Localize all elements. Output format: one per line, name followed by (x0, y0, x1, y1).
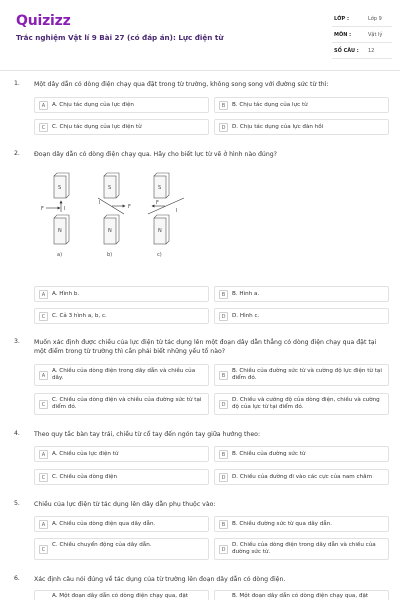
option-letter: D (219, 312, 228, 321)
option-text: C. Chịu tác dụng của lực điện từ (52, 124, 142, 130)
option-a[interactable] (34, 516, 209, 532)
option-text: A. Chiều của dòng điện qua dây dẫn. (52, 521, 156, 527)
option-letter: B (219, 101, 228, 110)
option-a[interactable] (34, 364, 209, 386)
option-letter: B (219, 450, 228, 459)
option-text: A. Chiều của dòng điện trong dây dẫn và chiều của dây. (52, 368, 196, 381)
meta-value: Vật lý (368, 32, 383, 38)
option-letter: A (39, 450, 48, 459)
option-text: A. Chịu tác dụng của lực điện (52, 102, 134, 108)
page-header (0, 0, 400, 66)
meta-key: SỐ CÂU : (334, 48, 359, 54)
pole-label: S (108, 185, 112, 191)
option-letter: D (219, 545, 228, 554)
question-text: Xác định câu nói đúng về tác dụng của từ trường lên đoạn dây dẫn có dòng điện. (34, 576, 286, 583)
figure-svg (34, 168, 204, 260)
figure-b (98, 173, 131, 258)
force-label: F (128, 204, 131, 210)
option-d[interactable] (214, 308, 389, 324)
option-text: D. Hình c. (232, 313, 260, 319)
option-a[interactable] (34, 286, 209, 302)
option-letter: D (219, 473, 228, 482)
option-c[interactable] (34, 393, 209, 415)
question-number: 6. (14, 575, 20, 582)
option-letter: D (219, 123, 228, 132)
option-text: B. Hình a. (232, 291, 260, 297)
force-label: F (156, 200, 159, 206)
option-text: C. Cả 3 hình a, b, c. (52, 313, 107, 319)
option-text: D. Chịu tác dụng của lực đàn hồi (232, 124, 324, 130)
pole-label: N (158, 228, 162, 234)
option-c[interactable] (34, 119, 209, 135)
current-label: I (176, 208, 178, 214)
option-b[interactable] (214, 516, 389, 532)
option-letter: C (39, 400, 48, 409)
option-a[interactable] (34, 97, 209, 113)
option-c[interactable] (34, 308, 209, 324)
question-text: Theo quy tắc bàn tay trái, chiều từ cổ tay đến ngón tay giữa hướng theo: (34, 431, 261, 438)
force-label: F (41, 206, 44, 212)
option-letter: C (39, 312, 48, 321)
option-text: B. Chịu tác dụng của lực từ (232, 102, 308, 108)
current-label: I (99, 200, 101, 206)
meta-row-count (332, 44, 392, 59)
option-letter: B (219, 520, 228, 529)
option-a[interactable] (34, 590, 209, 600)
option-text: A. Hình b. (52, 291, 80, 297)
question-text: Đoạn dây dẫn có dòng điện chạy qua. Hãy cho biết lực từ vẽ ở hình nào đúng? (34, 151, 277, 158)
option-text: D. Chiều của đường đi vào các cực của nam châm (232, 474, 373, 480)
figure-caption: a) (57, 252, 63, 258)
meta-key: MÔN : (334, 32, 352, 38)
meta-row-class (332, 12, 392, 27)
question-text: Một dây dẫn có dòng điện chạy qua đặt trong từ trường, không song song với đường sức từ thì: (34, 81, 329, 88)
question-text: Muốn xác định được chiều của lực điện từ tác dụng lên một đoạn dây dẫn thẳng có dòng điện chạy qua đặt tại một điểm trong từ trường thì cần phải biết những yếu tố nào? (34, 339, 377, 355)
header-divider (0, 70, 400, 71)
figure-caption: b) (107, 252, 113, 258)
option-letter: C (39, 473, 48, 482)
option-text: A. Một đoạn dây dẫn có dòng điện chạy qua, đặt (52, 593, 188, 599)
option-d[interactable] (214, 538, 389, 560)
option-b[interactable] (214, 590, 389, 600)
option-letter: A (39, 290, 48, 299)
quizizz-logo: Quizizz (16, 13, 71, 29)
option-letter: A (39, 101, 48, 110)
option-d[interactable] (214, 393, 389, 415)
current-label: I (64, 206, 66, 212)
option-b[interactable] (214, 364, 389, 386)
figure-c (148, 173, 184, 258)
option-b[interactable] (214, 446, 389, 462)
magnet-force-figure (34, 168, 204, 260)
meta-value: Lớp 9 (368, 16, 382, 22)
pole-label: N (58, 228, 62, 234)
option-d[interactable] (214, 119, 389, 135)
option-text: D. Chiều của dòng điện trong dây dẫn và chiều của đường sức từ. (232, 542, 376, 555)
figure-a (41, 173, 69, 258)
option-b[interactable] (214, 286, 389, 302)
option-d[interactable] (214, 469, 389, 485)
question-text: Chiều của lực điện từ tác dụng lên dây dẫn phụ thuộc vào: (34, 501, 216, 508)
option-c[interactable] (34, 469, 209, 485)
meta-row-subject (332, 28, 392, 43)
option-text: A. Chiều của lực điện từ (52, 451, 119, 457)
option-text: C. Chiều chuyển động của dây dẫn. (52, 542, 152, 548)
option-letter: A (39, 520, 48, 529)
meta-key: LỚP : (334, 16, 349, 22)
question-number: 2. (14, 150, 20, 157)
question-number: 5. (14, 500, 20, 507)
figure-caption: c) (157, 252, 162, 258)
option-letter: C (39, 545, 48, 554)
option-text: B. Một đoạn dây dẫn có dòng điện chạy qua, đặt (232, 593, 369, 599)
meta-value: 12 (368, 48, 375, 54)
pole-label: S (58, 185, 62, 191)
option-b[interactable] (214, 97, 389, 113)
option-c[interactable] (34, 538, 209, 560)
option-text: B. Chiều đường sức từ qua dây dẫn. (232, 521, 333, 527)
option-text: C. Chiều của dòng điện (52, 474, 117, 480)
question-number: 1. (14, 80, 20, 87)
pole-label: S (158, 185, 162, 191)
option-letter: B (219, 371, 228, 380)
option-letter: D (219, 400, 228, 409)
option-text: D. Chiều và cường độ của dòng điện, chiều và cường độ của lực từ tại điểm đó. (232, 397, 380, 410)
option-text: B. Chiều của đường sức từ và cường độ lực điện từ tại điểm đó. (232, 368, 382, 381)
option-text: C. Chiều của dòng điện và chiều của đường sức từ tại điểm đó. (52, 397, 202, 410)
question-number: 4. (14, 430, 20, 437)
pole-label: N (108, 228, 112, 234)
option-letter: A (39, 371, 48, 380)
quiz-meta (332, 12, 392, 62)
question-number: 3. (14, 338, 20, 345)
option-text: B. Chiều của đường sức từ (232, 451, 306, 457)
option-a[interactable] (34, 446, 209, 462)
page-title: Trắc nghiệm Vật lí 9 Bài 27 (có đáp án): Lực điện từ (16, 33, 224, 42)
option-letter: C (39, 123, 48, 132)
option-letter: B (219, 290, 228, 299)
